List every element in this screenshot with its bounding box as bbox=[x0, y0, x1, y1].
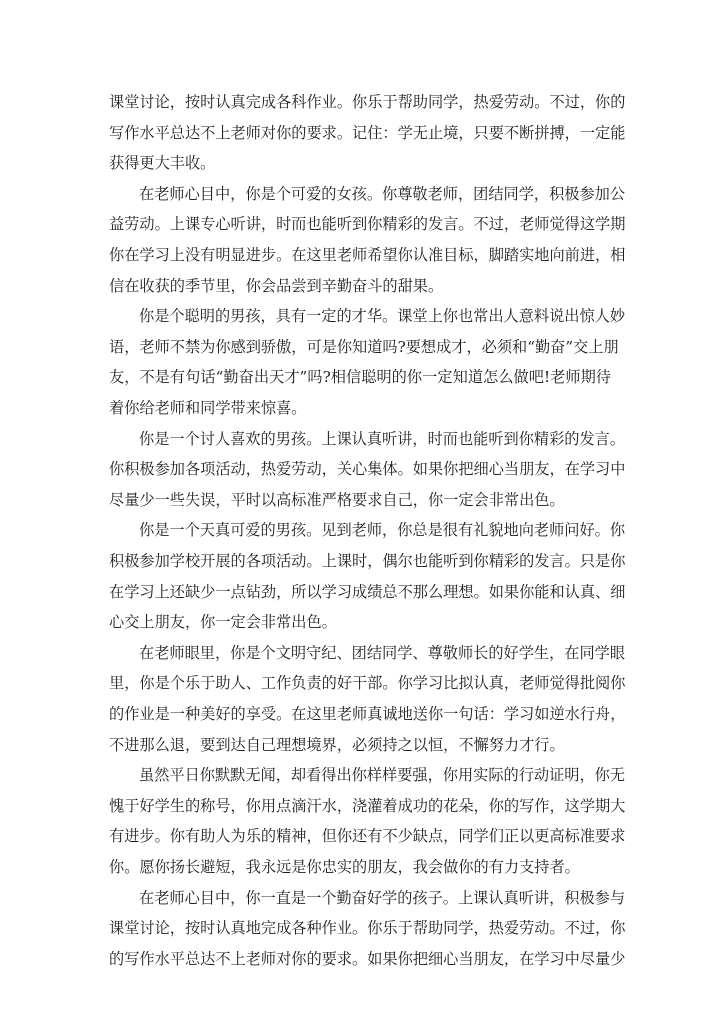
paragraph-line: 愧于好学生的称号，你用点滴汗水，浇灌着成功的花朵，你的写作，这学期大 bbox=[109, 797, 626, 815]
paragraph-line: 不进那么退，要到达自己理想境界，必须持之以恒，不懈努力才行。 bbox=[109, 736, 565, 754]
paragraph-line: 课堂讨论，按时认真完成各科作业。你乐于帮助同学，热爱劳动。不过，你的 bbox=[109, 93, 626, 111]
paragraph-line: 友，不是有句话“勤奋出天才”吗?相信聪明的你一定知道怎么做吧!老师期待 bbox=[109, 368, 611, 386]
paragraph-line: 的作业是一种美好的享受。在这里老师真诚地送你一句话：学习如逆水行舟， bbox=[109, 705, 626, 723]
paragraph-line: 你积极参加各项活动，热爱劳动，关心集体。如果你把细心当朋友，在学习中 bbox=[109, 460, 626, 478]
paragraph-line: 积极参加学校开展的各项活动。上课时，偶尔也能听到你精彩的发言。只是你 bbox=[109, 552, 626, 570]
paragraph-first-line: 在老师心目中，你是个可爱的女孩。你尊敬老师，团结同学，积极参加公 bbox=[139, 185, 625, 203]
paragraph-first-line: 你是一个讨人喜欢的男孩。上课认真听讲，时而也能听到你精彩的发言。 bbox=[139, 430, 625, 448]
paragraph-line: 里，你是个乐于助人、工作负责的好干部。你学习比拟认真，老师觉得批阅你 bbox=[109, 674, 626, 692]
paragraph-line: 在学习上还缺少一点钻劲，所以学习成绩总不那么理想。如果你能和认真、细 bbox=[109, 583, 626, 601]
paragraph-line: 信在收获的季节里，你会品尝到辛勤奋斗的甜果。 bbox=[109, 277, 444, 295]
paragraph-line: 获得更大丰收。 bbox=[109, 154, 216, 172]
paragraph-first-line: 虽然平日你默默无闻，却看得出你样样要强，你用实际的行动证明，你无 bbox=[139, 766, 625, 784]
paragraph-line: 的写作水平总达不上老师对你的要求。如果你把细心当朋友，在学习中尽量少 bbox=[109, 950, 626, 968]
paragraph-first-line: 在老师心目中，你一直是一个勤奋好学的孩子。上课认真听讲，积极参与 bbox=[139, 889, 625, 907]
paragraph-line: 写作水平总达不上老师对你的要求。记住：学无止境，只要不断拼搏，一定能 bbox=[109, 124, 626, 142]
paragraph-line: 益劳动。上课专心听讲，时而也能听到你精彩的发言。不过，老师觉得这学期 bbox=[109, 215, 626, 233]
paragraph-line: 尽量少一些失误，平时以高标准严格要求自己，你一定会非常出色。 bbox=[109, 491, 565, 509]
paragraph-first-line: 你是个聪明的男孩，具有一定的才华。课堂上你也常出人意料说出惊人妙 bbox=[139, 307, 625, 325]
paragraph-line: 有进步。你有助人为乐的精神，但你还有不少缺点，同学们正以更高标准要求 bbox=[109, 827, 626, 845]
paragraph-line: 心交上朋友，你一定会非常出色。 bbox=[109, 613, 337, 631]
paragraph-first-line: 你是一个天真可爱的男孩。见到老师，你总是很有礼貌地向老师问好。你 bbox=[139, 521, 625, 539]
paragraph-first-line: 在老师眼里，你是个文明守纪、团结同学、尊敬师长的好学生，在同学眼 bbox=[139, 644, 625, 662]
paragraph-line: 你。愿你扬长避短，我永远是你忠实的朋友，我会做你的有力支持者。 bbox=[109, 858, 580, 876]
paragraph-line: 课堂讨论，按时认真地完成各种作业。你乐于帮助同学，热爱劳动。不过，你 bbox=[109, 919, 626, 937]
paragraph-line: 你在学习上没有明显进步。在这里老师希望你认准目标，脚踏实地向前进，相 bbox=[109, 246, 626, 264]
paragraph-line: 语，老师不禁为你感到骄傲，可是你知道吗?要想成才，必须和“勤奋”交上朋 bbox=[109, 338, 619, 356]
paragraph-line: 着你给老师和同学带来惊喜。 bbox=[109, 399, 307, 417]
